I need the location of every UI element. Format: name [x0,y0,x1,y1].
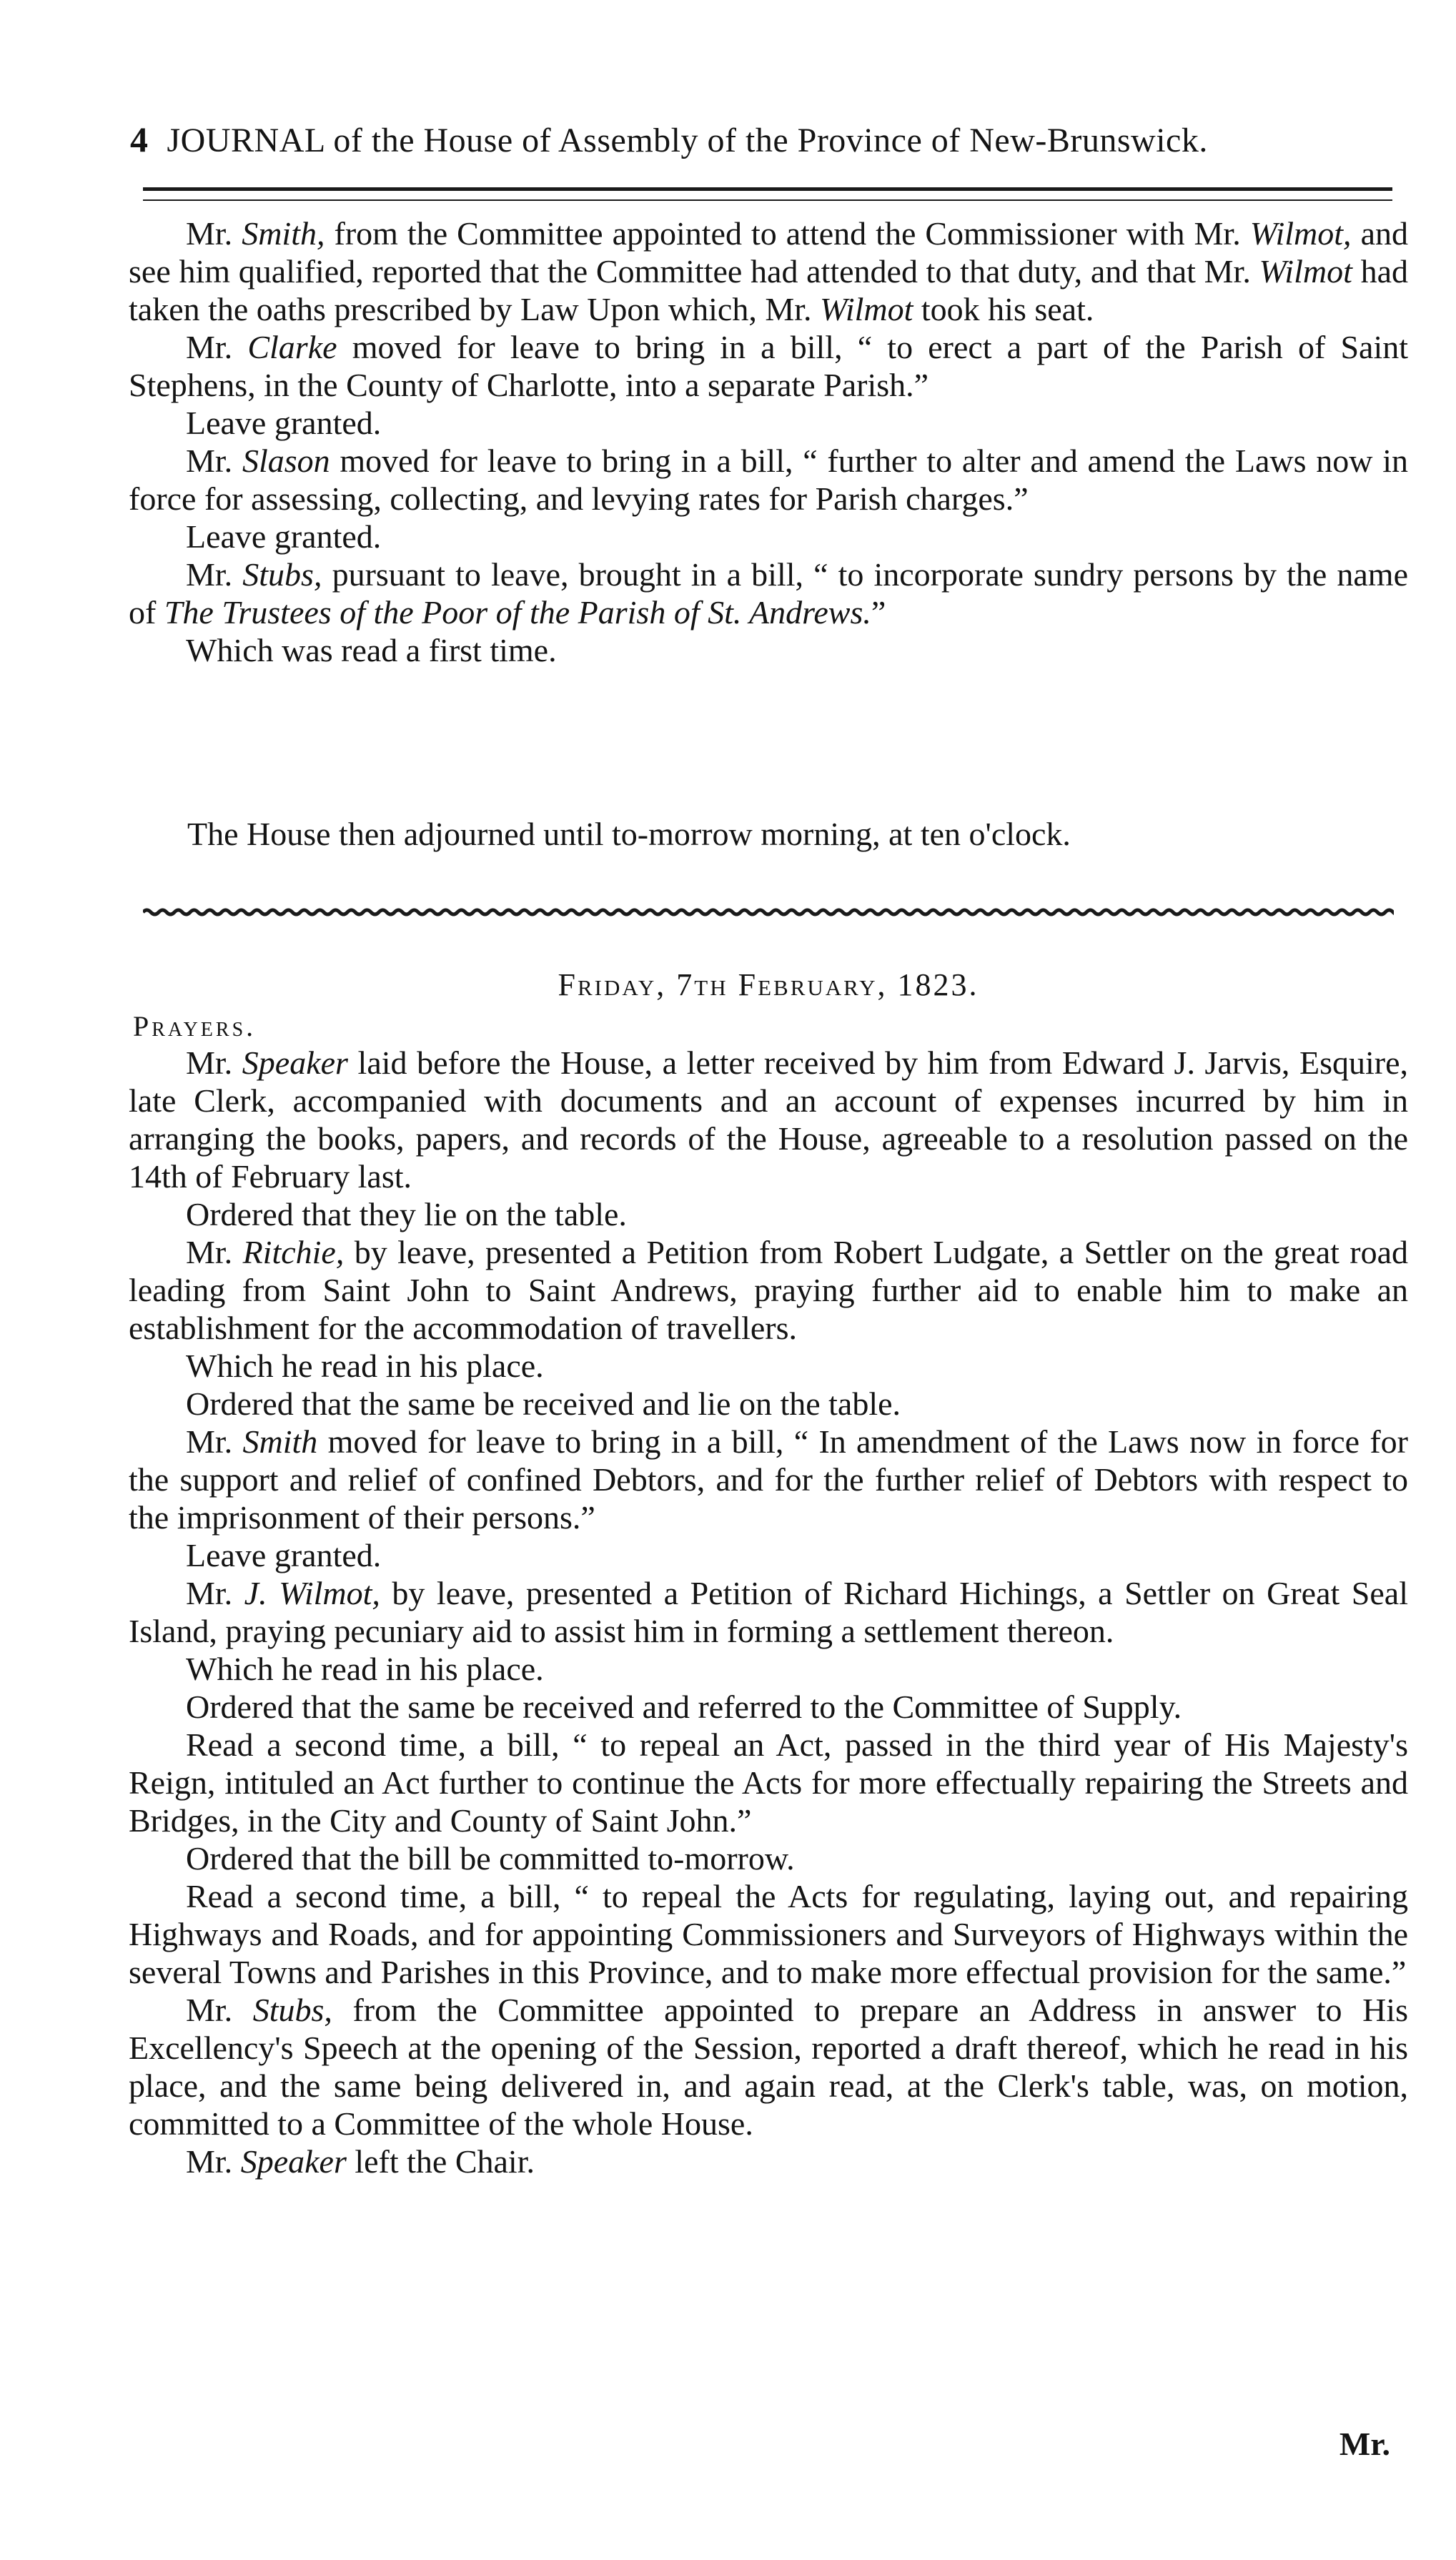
adjournment-line: The House then adjourned until to-morrow morning, at ten o'clock. [187,816,1071,852]
italic-run: The Trustees of the Poor of the Parish of St. Andrews. [164,594,871,631]
italic-run: Speaker [240,2143,347,2180]
text-run: from the Committee appointed to attend the Commissioner with Mr. [325,215,1250,252]
text-run: Leave granted. [186,405,382,441]
text-run: from the Committee appointed to prepare an Address in answer to His Excellency's Speech at the opening of the Session, reported a draft thereof, which he read in his place, and the same being delivered in, and again read, at the Clerk's table, was, on motion, committed to a Committee of the whole House. [129,1992,1408,2142]
text-run: Ordered that the same be received and lie on the table. [186,1385,901,1422]
text-run: Mr. [186,1234,243,1270]
page-header [130,119,1410,176]
section1-paragraph [129,214,1408,328]
section1-paragraph [129,631,1408,669]
text-run: by leave, presented a Petition of Richard Hichings, a Settler on Great Seal Island, praying pecuniary aid to assist him in forming a settlement thereon. [129,1575,1408,1649]
text-run: Mr. [186,1423,243,1460]
date-heading: Friday, 7th February, 1823. [558,967,979,1002]
text-run: had taken the oaths prescribed by Law Upon which, Mr. [129,253,1408,327]
italic-run: J. Wilmot, [244,1575,380,1611]
italic-run: Wilmot [820,291,913,327]
text-run: moved for leave to bring in a bill, “ further to alter and amend the Laws now in force for assessing, collecting, and levying rates for Parish charges.” [129,443,1408,517]
section2-paragraph [129,1536,1408,1574]
section2-paragraph [129,1233,1408,1347]
catchword: Mr. [1339,2426,1390,2462]
italic-run: Stubs, [242,556,322,593]
text-run: left the Chair. [346,2143,535,2180]
text-run: Read a second time, a bill, “ to repeal an Act, passed in the third year of His Majesty's Reign, intituled an Act further to continue the Acts for more effectually repairing the Streets and Bridges, in the City and County of Saint John.” [129,1726,1408,1839]
page-number: 4 [130,119,149,159]
text-run: Mr. [186,329,248,365]
text-run: Which he read in his place. [186,1651,544,1687]
section2-paragraph [129,1044,1408,1195]
section1-paragraph [129,328,1408,404]
section2-paragraph [129,1574,1408,1650]
text-run: Mr. [186,215,242,252]
text-run: Ordered that the bill be committed to-morrow. [186,1840,795,1877]
section2-paragraph [129,1877,1408,1991]
section2-paragraph [129,1347,1408,1385]
header-double-rule [143,187,1392,201]
text-run: Leave granted. [186,518,382,555]
text-run: Mr. [186,2143,241,2180]
italic-run: Wilmot, [1249,215,1352,252]
prayers-label: Prayers. [133,1010,257,1042]
italic-run: Wilmot [1259,253,1352,290]
text-run: ” [871,594,886,631]
italic-run: Smith, [242,215,325,252]
text-run: moved for leave to bring in a bill, “ In amendment of the Laws now in force for the support and relief of confined Debtors, and for the further relief of Debtors with respect to the imprisonment of their persons.” [129,1423,1408,1536]
text-run: Mr. [186,1992,253,2028]
text-run: and see him qualified, reported that the Committee had attended to that duty, and that Mr. [129,215,1408,290]
italic-run: Slason [242,443,330,479]
running-title: JOURNAL of the House of Assembly of the Province of New-Brunswick. [167,122,1208,159]
section2-paragraph [129,1385,1408,1423]
wavy-separator-rule [143,902,1394,922]
text-run: Ordered that they lie on the table. [186,1196,627,1232]
section2-paragraph [129,1423,1408,1536]
text-run: pursuant to leave, brought in a bill, “ to incorporate sundry persons by the name of [129,556,1408,631]
text-run: Ordered that the same be received and referred to the Committee of Supply. [186,1689,1182,1725]
section2-paragraph [129,1688,1408,1726]
section2-paragraph [129,1195,1408,1233]
section2-paragraph [129,1839,1408,1877]
section1-paragraph [129,442,1408,518]
text-run: Read a second time, a bill, “ to repeal the Acts for regulating, laying out, and repairing Highways and Roads, and for appointing Commissioners and Surveyors of Highways within the several Towns and Parishes in this Province, and to make more effectual provision for the same.” [129,1878,1408,1990]
section1-paragraph [129,555,1408,631]
text-run: by leave, presented a Petition from Robert Ludgate, a Settler on the great road leading from Saint John to Saint Andrews, praying further aid to enable him to make an establishment for the accommodation of travellers. [129,1234,1408,1346]
text-run: laid before the House, a letter received by him from Edward J. Jarvis, Esquire, late Clerk, accompanied with documents and an account of expenses incurred by him in arranging the books, papers, and records of the House, agreeable to a resolution passed on the 14th of February last. [129,1044,1408,1195]
text-run: Mr. [186,1044,242,1081]
section2-paragraph [129,2143,1408,2180]
text-run: Which was read a first time. [186,632,557,668]
text-run: Which he read in his place. [186,1348,544,1384]
section2-paragraph [129,1991,1408,2143]
text-run: Mr. [186,1575,244,1611]
text-run: Leave granted. [186,1537,382,1573]
italic-run: Clarke [247,329,337,365]
text-run: took his seat. [913,291,1094,327]
section1-paragraph [129,518,1408,555]
italic-run: Smith [242,1423,318,1460]
text-run: Mr. [186,443,242,479]
italic-run: Ritchie, [242,1234,345,1270]
italic-run: Speaker [242,1044,348,1081]
italic-run: Stubs, [252,1992,332,2028]
text-run: moved for leave to bring in a bill, “ to erect a part of the Parish of Saint Stephens, in the County of Charlotte, into a separate Parish.” [129,329,1409,403]
text-run: Mr. [186,556,243,593]
section2-body [129,1044,1408,2180]
section1-body [129,214,1408,669]
section2-paragraph [129,1650,1408,1688]
section2-paragraph [129,1726,1408,1839]
section1-paragraph [129,404,1408,442]
